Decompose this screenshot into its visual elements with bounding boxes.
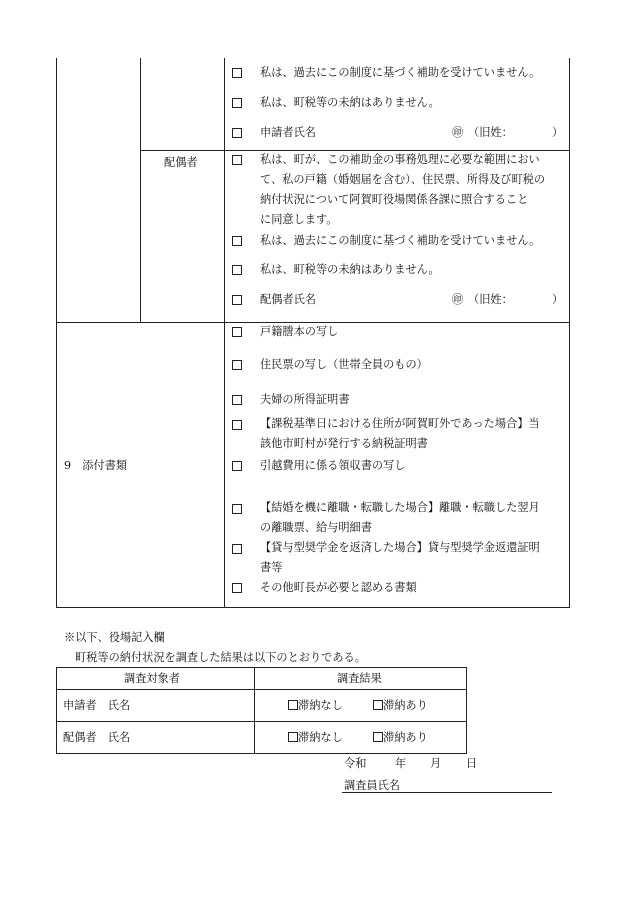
spouse-label: 配偶者 [164, 156, 198, 169]
attachment-item: 夫婦の所得証明書 [260, 393, 350, 406]
text-line: に同意します。 [260, 213, 338, 226]
checkbox[interactable] [232, 420, 242, 430]
date-day: 日 [466, 757, 478, 770]
result-option-none[interactable] [288, 732, 343, 743]
checkbox[interactable] [232, 504, 242, 514]
date-year: 年 [395, 757, 407, 770]
table-divider-col2 [224, 58, 225, 608]
row-divider [56, 721, 467, 722]
office-section-heading: ※以下、役場記入欄 [64, 631, 165, 644]
text-line: 【貸与型奨学金を返済した場合】貸与型奨学金返還証明 [260, 541, 540, 554]
checkbox[interactable] [232, 395, 242, 405]
option-label: 滞納あり [383, 699, 428, 712]
checkbox[interactable] [232, 68, 242, 78]
header-divider [56, 689, 467, 690]
table-left-border [56, 667, 57, 754]
checkbox[interactable] [232, 128, 242, 138]
table-divider-col1 [140, 58, 141, 322]
investigator-name-label: 調査員氏名 [344, 779, 400, 792]
checkbox[interactable] [373, 732, 383, 742]
table-bottom-border [56, 607, 570, 608]
applicant-statement-1: 私は、過去にこの制度に基づく補助を受けていません。 [260, 66, 541, 79]
row-divider-attachments [56, 322, 570, 323]
checkbox[interactable] [232, 236, 242, 246]
spouse-consent-text [260, 150, 565, 230]
attachment-item: 戸籍謄本の写し [260, 325, 339, 338]
former-name-label: （旧姓： [468, 293, 513, 306]
attachment-item: 住民票の写し（世帯全員のもの） [260, 358, 428, 371]
attachment-item [260, 538, 565, 578]
former-name-label: （旧姓： [468, 126, 513, 139]
table-top-border [56, 667, 467, 668]
spouse-statement-2: 私は、町税等の未納はありません。 [260, 263, 440, 276]
table-right-border [466, 667, 467, 754]
checkbox[interactable] [232, 544, 242, 554]
text-line: 該他市町村が発行する納税証明書 [260, 437, 428, 450]
checkbox[interactable] [373, 700, 383, 710]
checkbox[interactable] [232, 360, 242, 370]
attachment-item [260, 498, 565, 538]
close-paren: ） [552, 293, 564, 306]
text-line: 【課税基準日における住所が阿賀町外であった場合】当 [260, 417, 540, 430]
attachment-item: 引越費用に係る領収書の写し [260, 459, 406, 472]
checkbox[interactable] [232, 265, 242, 275]
text-line: の離職票、給与明細書 [260, 521, 372, 534]
option-label: 滞納なし [298, 699, 343, 712]
option-label: 滞納あり [383, 731, 428, 744]
seal-mark: ㊞ [452, 293, 464, 306]
checkbox[interactable] [232, 295, 242, 305]
checkbox[interactable] [232, 461, 242, 471]
attachments-label: 9 添付書類 [64, 459, 128, 472]
result-option-delinquent[interactable] [373, 700, 428, 711]
table-right-border [569, 58, 570, 608]
checkbox[interactable] [232, 155, 242, 165]
text-line: 納付状況について阿賀町役場関係各課に照合すること [260, 193, 529, 206]
attachment-item: その他町長が必要と認める書類 [260, 581, 417, 594]
text-line: て、私の戸籍（婚姻届を含む）、住民票、所得及び町税の [260, 173, 546, 186]
applicant-name-label: 申請者氏名 [260, 126, 316, 139]
spouse-name-label: 配偶者氏名 [260, 293, 316, 306]
target-spouse: 配偶者 氏名 [63, 731, 131, 744]
close-paren: ） [552, 126, 564, 139]
office-section-note: 町税等の納付状況を調査した結果は以下のとおりである。 [75, 651, 366, 664]
checkbox[interactable] [232, 98, 242, 108]
result-option-none[interactable] [288, 700, 343, 711]
text-line: 【結婚を機に離職・転職した場合】離職・転職した翌月 [260, 501, 540, 514]
table-left-border [56, 58, 57, 608]
seal-mark: ㊞ [452, 126, 464, 139]
investigator-signature-line[interactable] [342, 792, 552, 793]
column-header-target: 調査対象者 [124, 672, 180, 685]
table-bottom-border [56, 753, 467, 754]
checkbox[interactable] [232, 583, 242, 593]
option-label: 滞納なし [298, 731, 343, 744]
checkbox[interactable] [288, 732, 298, 742]
column-header-result: 調査結果 [337, 672, 382, 685]
result-option-delinquent[interactable] [373, 732, 428, 743]
date-month: 月 [430, 757, 442, 770]
date-era: 令和 [344, 757, 367, 770]
text-line: 私は、町が、この補助金の事務処理に必要な範囲におい [260, 153, 540, 166]
applicant-statement-2: 私は、町税等の未納はありません。 [260, 96, 440, 109]
spouse-statement-1: 私は、過去にこの制度に基づく補助を受けていません。 [260, 234, 541, 247]
attachment-item [260, 414, 565, 454]
text-line: 書等 [260, 561, 283, 574]
target-applicant: 申請者 氏名 [63, 699, 131, 712]
checkbox[interactable] [232, 327, 242, 337]
checkbox[interactable] [288, 700, 298, 710]
column-divider [254, 667, 255, 754]
